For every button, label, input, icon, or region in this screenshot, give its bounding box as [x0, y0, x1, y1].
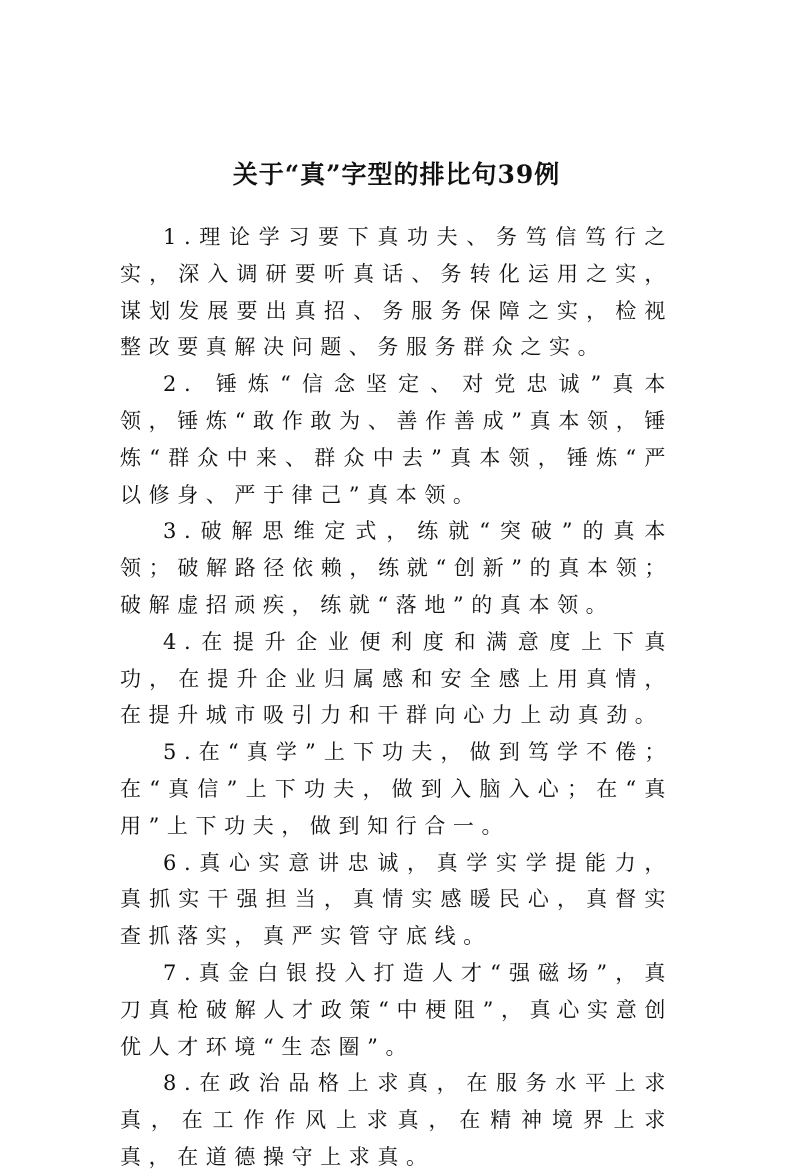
paragraph-1: 1.理论学习要下真功夫、务笃信笃行之实，深入调研要听真话、务转化运用之实，谋划发展要出真招、务服务保障之实，检视整改要真解决问题、务服务群众之实。 — [120, 225, 673, 360]
paragraph-3: 3.破解思维定式，练就“突破”的真本领；破解路径依赖，练就“创新”的真本领；破解虚招顽疾，练就“落地”的真本领。 — [120, 519, 673, 617]
paragraph-8: 8.在政治品格上求真，在服务水平上求真，在工作作风上求真，在精神境界上求真，在道德操守上求真。 — [120, 1071, 673, 1169]
paragraph-7: 7.真金白银投入打造人才“强磁场”，真刀真枪破解人才政策“中梗阻”，真心实意创优人才环境“生态圈”。 — [120, 960, 673, 1059]
paragraph-6: 6.真心实意讲忠诚，真学实学提能力，真抓实干强担当，真情实感暖民心，真督实查抓落实，真严实管守底线。 — [120, 850, 673, 949]
paragraph-5: 5.在“真学”上下功夫，做到笃学不倦；在“真信”上下功夫，做到入脑入心；在“真用”上下功夫，做到知行合一。 — [120, 740, 673, 838]
paragraph-4: 4.在提升企业便利度和满意度上下真功，在提升企业归属感和安全感上用真情，在提升城市吸引力和干群向心力上动真劲。 — [120, 629, 673, 728]
paragraph-2: 2. 锤炼“信念坚定、对党忠诚”真本领，锤炼“敢作敢为、善作善成”真本领，锤炼“群众中来、群众中去”真本领，锤炼“严以修身、严于律己”真本领。 — [120, 372, 673, 507]
document-title: 关于“真”字型的排比句39例 — [232, 159, 561, 189]
document-body — [120, 219, 673, 1176]
